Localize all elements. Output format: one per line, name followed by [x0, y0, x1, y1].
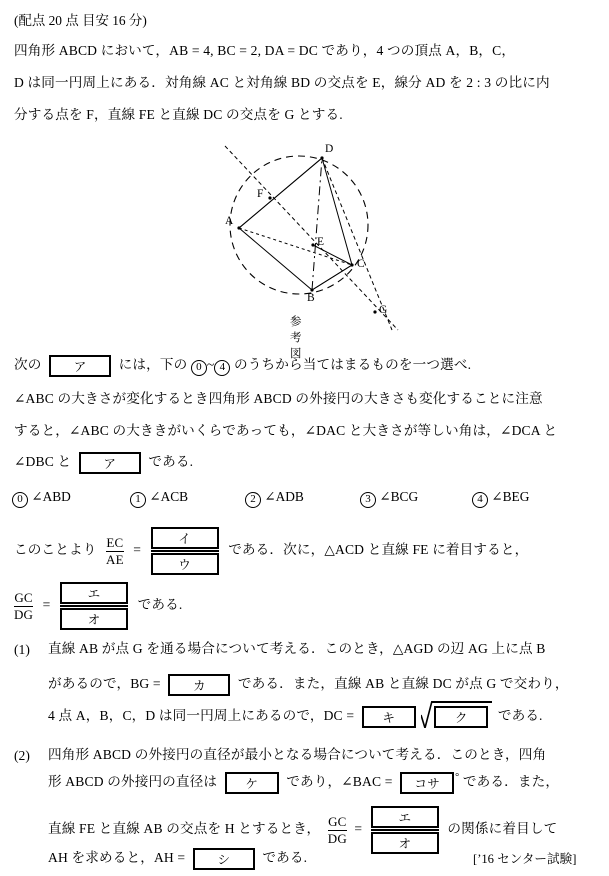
- fraction-gc-dg-2-denominator: DG: [327, 830, 347, 846]
- question-2-line4-post: である.: [262, 850, 308, 866]
- option-2-number: 2: [245, 492, 261, 508]
- question-2-line-4: [48, 848, 307, 870]
- answer-fraction-e-o-2: [371, 806, 439, 854]
- fraction-ec-ae-denominator: AE: [106, 551, 124, 567]
- figure-caption: 参考図: [290, 316, 302, 360]
- answer-box-ki[interactable]: キ: [362, 706, 416, 728]
- segment-ec: [313, 245, 352, 265]
- question-2-line2-pre: 形 ABCD の外接円の直径は: [48, 774, 218, 790]
- answer-fraction-e-o: [60, 582, 128, 630]
- option-2-label: ∠ADB: [264, 489, 304, 504]
- figure-label-B: B: [307, 292, 315, 304]
- reasoning-line-1: ∠ABC の大きさが変化するとき四角形 ABCD の外接円の大きさも変化することに注意: [14, 391, 543, 406]
- answer-box-a-2[interactable]: ア: [79, 452, 141, 474]
- quadrilateral-abcd: [239, 158, 352, 290]
- square-root-symbol: [421, 706, 488, 728]
- question-1-line2-post: である．また，直線 AB と直線 DC が点 G で交わり，: [237, 676, 569, 692]
- answer-fraction-e-o-2-bar: [371, 829, 439, 831]
- question-2-line-3: [48, 806, 557, 854]
- fraction-ec-ae-numerator: EC: [106, 534, 124, 550]
- figure-label-G: G: [379, 304, 388, 316]
- option-0-number: 0: [12, 492, 28, 508]
- ratio1-equals: =: [133, 542, 142, 558]
- question-2-line4-pre: AH を求めると，AH =: [48, 850, 186, 866]
- fraction-ec-ae: [106, 536, 124, 566]
- points-note: (配点 20 点 目安 16 分): [14, 13, 147, 28]
- answer-fraction-i-u: [151, 527, 219, 575]
- question-1-line-2: [48, 674, 569, 696]
- figure-label-D: D: [325, 143, 334, 155]
- reasoning-line3-post: である.: [148, 454, 194, 470]
- question-1-line3-pre: 4 点 A，B，C，D は同一円周上にあるので，DC =: [48, 708, 355, 724]
- reasoning-line3-pre: ∠DBC と: [14, 454, 72, 470]
- range-tilde: ~: [206, 357, 215, 373]
- option-2[interactable]: [245, 489, 304, 508]
- ratio2-line: [14, 582, 182, 630]
- fraction-gc-dg: [14, 591, 33, 621]
- question-2-line2-post: である．また，: [462, 774, 560, 790]
- answer-box-u[interactable]: ウ: [151, 553, 219, 575]
- question-1-line-1: 直線 AB が点 G を通る場合について考える．このとき，△AGD の辺 AG 上に点 B: [48, 641, 546, 656]
- question-1-line-3: [48, 706, 543, 728]
- radical-tick: [421, 701, 434, 728]
- option-range-from: 0: [191, 360, 207, 376]
- fraction-gc-dg-denominator: DG: [14, 606, 34, 622]
- question-1-number: (1): [14, 642, 30, 657]
- reasoning-line-2: すると，∠ABC の大ききがいくらであっても，∠DAC と大きさが等しい角は，∠DCA と: [14, 423, 558, 438]
- ratio2-equals: =: [42, 597, 51, 613]
- option-1-label: ∠ACB: [149, 489, 189, 504]
- answer-box-ku[interactable]: ク: [434, 706, 488, 728]
- question-2-line-2: [48, 772, 559, 794]
- question-2-line3-pre: 直線 FE と直線 AB の交点を H とするとき，: [48, 821, 321, 837]
- answer-fraction-i-u-bar: [151, 550, 219, 552]
- ratio2-tail: である.: [137, 597, 183, 613]
- question-2-line2-mid: であり，∠BAC =: [286, 774, 393, 790]
- figure-svg: [0, 0, 609, 340]
- answer-box-o[interactable]: オ: [60, 608, 128, 630]
- instruction-tail: のうちから当てはまるものを一つ選べ.: [233, 357, 472, 373]
- question-2-line3-post: の関係に着目して: [447, 821, 558, 837]
- fraction-gc-dg-2-numerator: GC: [328, 813, 347, 829]
- instruction-pre: 次の: [14, 357, 42, 373]
- radical-vinculum: [432, 701, 492, 703]
- answer-box-ke[interactable]: ケ: [225, 772, 279, 794]
- ratio1-tail: である．次に，△ACD と直線 FE に着目すると，: [228, 542, 529, 558]
- segment-bc: [312, 265, 352, 290]
- option-4[interactable]: [472, 489, 529, 508]
- instruction-post: には，下の: [118, 357, 188, 373]
- reasoning-line-3: [14, 452, 193, 474]
- figure-label-A: A: [225, 215, 234, 227]
- option-3-label: ∠BCG: [379, 489, 419, 504]
- option-3-number: 3: [360, 492, 376, 508]
- figure-point-markers: [237, 156, 376, 313]
- option-4-label: ∠BEG: [491, 489, 530, 504]
- figure-label-F: F: [257, 188, 264, 200]
- source-attribution: [’16 センター試験]: [473, 852, 577, 866]
- answer-box-a[interactable]: ア: [49, 355, 111, 377]
- fraction-gc-dg-numerator: GC: [14, 589, 33, 605]
- option-3[interactable]: [360, 489, 418, 508]
- answer-box-i[interactable]: イ: [151, 527, 219, 549]
- answer-box-e-2[interactable]: エ: [371, 806, 439, 828]
- problem-line-3: 分する点を F，直線 FE と直線 DC の交点を G とする.: [14, 107, 343, 122]
- answer-box-kosa[interactable]: コサ: [400, 772, 454, 794]
- question-2-line-1: 四角形 ABCD の外接円の直径が最小となる場合について考える．このとき，四角: [48, 747, 547, 762]
- option-4-number: 4: [472, 492, 488, 508]
- diagonal-bd: [312, 158, 325, 290]
- ratio1-lead: このことより: [14, 542, 97, 558]
- diagonal-ac: [239, 228, 352, 265]
- answer-box-e[interactable]: エ: [60, 582, 128, 604]
- question-2-number: (2): [14, 748, 30, 763]
- degree-symbol: °: [455, 772, 460, 784]
- problem-line-2: D は同一円周上にある．対角線 AC と対角線 BD の交点を E，線分 AD を 2 : 3 の比に内: [14, 75, 550, 90]
- question-1-line2-pre: があるので，BG =: [48, 676, 161, 692]
- fraction-gc-dg-2: [328, 815, 347, 845]
- figure-label-E: E: [317, 236, 325, 248]
- question-1-line3-post: である.: [497, 708, 543, 724]
- segment-ad: [239, 158, 322, 228]
- option-1-number: 1: [130, 492, 146, 508]
- answer-box-ka[interactable]: カ: [168, 674, 230, 696]
- option-0-label: ∠ABD: [31, 489, 71, 504]
- answer-fraction-e-o-bar: [60, 605, 128, 607]
- option-1[interactable]: [130, 489, 188, 508]
- option-0[interactable]: [12, 489, 71, 508]
- option-range-to: 4: [214, 360, 230, 376]
- problem-line-1: 四角形 ABCD において，AB = 4, BC = 2, DA = DC であり，4 つの頂点 A，B，C，: [14, 43, 516, 58]
- instruction-line: [14, 355, 471, 377]
- ratio1-line: [14, 527, 528, 575]
- answer-box-shi[interactable]: シ: [193, 848, 255, 870]
- figure-label-C: C: [357, 258, 365, 270]
- answer-box-o-2[interactable]: オ: [371, 832, 439, 854]
- question-2-line3-equals: =: [354, 821, 363, 837]
